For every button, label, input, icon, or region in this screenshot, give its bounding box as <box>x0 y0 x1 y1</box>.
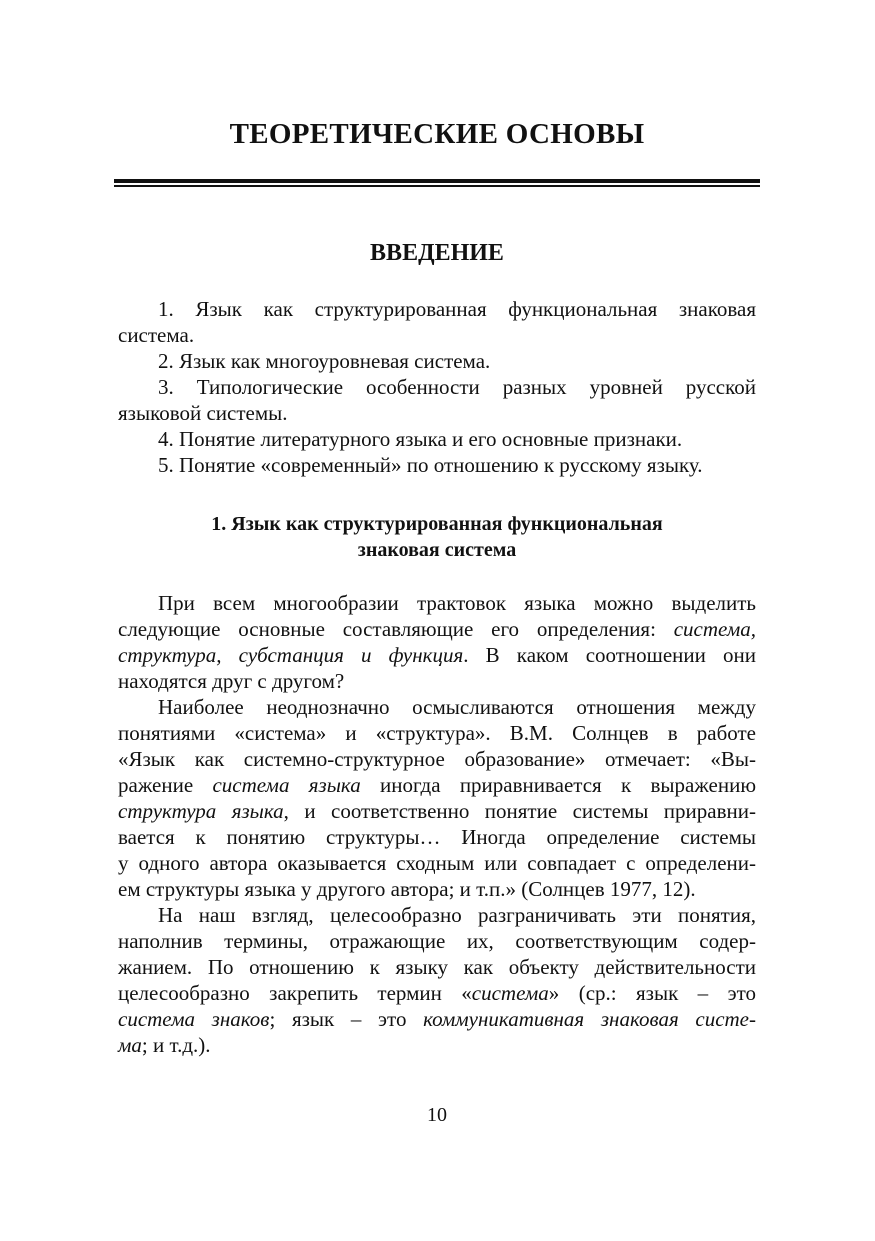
divider-thick-line <box>114 179 760 183</box>
plan-item-line: 5. Понятие «современный» по отношению к русскому языку. <box>158 453 703 477</box>
paragraph-1 <box>118 590 756 694</box>
italic-term: структура, субстанция и функция <box>118 643 464 667</box>
text-fragment: ; и т.д.). <box>141 1033 211 1057</box>
text-line <box>118 772 756 798</box>
introduction-title: ВВЕДЕНИЕ <box>370 240 504 266</box>
plan-item-line: языковой системы. <box>118 401 288 425</box>
section-title <box>118 511 756 563</box>
text-fragment: иногда приравнивается к выражению <box>360 773 757 797</box>
text-fragment: ражение <box>118 773 213 797</box>
plan-item-line: 3. Типологические особенности разных уровней русской <box>158 375 756 399</box>
page-number: 10 <box>427 1104 447 1126</box>
plan-item-line: система. <box>118 323 195 347</box>
text-line <box>118 980 756 1006</box>
plan-item-line: 2. Язык как многоуровневая система. <box>158 349 491 373</box>
italic-term: система <box>471 981 549 1005</box>
text-line: понятиями «система» и «структура». В.М. Солнцев в работе <box>118 721 756 745</box>
text-line: На наш взгляд, целесообразно разграничивать эти понятия, <box>158 903 756 927</box>
italic-term: ма <box>118 1033 142 1057</box>
plan-item-4 <box>118 426 756 452</box>
text-fragment: . В каком соотношении они <box>463 643 756 667</box>
divider-thin-line <box>114 185 760 187</box>
part-title: ТЕОРЕТИЧЕСКИЕ ОСНОВЫ <box>229 118 645 150</box>
plan-item-1 <box>118 296 756 348</box>
text-line: наполнив термины, отражающие их, соответствующим содер- <box>118 929 756 953</box>
body-text <box>118 590 756 1058</box>
text-line <box>118 1032 756 1058</box>
text-fragment: целесообразно закрепить термин « <box>118 981 472 1005</box>
text-line <box>118 616 756 642</box>
text-line: находятся друг с другом? <box>118 669 345 693</box>
italic-term: коммуникативная знаковая систе- <box>423 1007 756 1031</box>
text-fragment: следующие основные составляющие его определения: <box>118 617 674 641</box>
plan-item-3 <box>118 374 756 426</box>
text-fragment: ; язык – это <box>269 1007 424 1031</box>
paragraph-2 <box>118 694 756 902</box>
text-fragment: » (ср.: язык – это <box>548 981 756 1005</box>
text-line <box>118 642 756 668</box>
text-line: у одного автора оказывается сходным или совпадает с определени- <box>118 851 756 875</box>
plan-item-line: 1. Язык как структурированная функциональная знаковая <box>158 297 756 321</box>
plan-item-5 <box>118 452 756 478</box>
text-line: Наиболее неоднозначно осмысливаются отношения между <box>158 695 756 719</box>
section-title-line-2: знаковая система <box>357 539 517 561</box>
italic-term: система знаков <box>118 1007 270 1031</box>
text-line: вается к понятию структуры… Иногда определение системы <box>118 825 756 849</box>
text-line: ем структуры языка у другого автора; и т.п.» (Солнцев 1977, 12). <box>118 877 696 901</box>
text-line: жанием. По отношению к языку как объекту действительности <box>118 955 756 979</box>
title-divider <box>114 179 760 187</box>
paragraph-3 <box>118 902 756 1058</box>
text-fragment: , и соответственно понятие системы приравни- <box>283 799 756 823</box>
lecture-plan <box>118 296 756 478</box>
section-title-line-1: 1. Язык как структурированная функциональная <box>211 513 663 535</box>
plan-item-2 <box>118 348 756 374</box>
italic-term: система языка <box>212 773 361 797</box>
text-line: «Язык как системно-структурное образование» отмечает: «Вы- <box>118 747 756 771</box>
text-line <box>118 798 756 824</box>
text-line: При всем многообразии трактовок языка можно выделить <box>158 591 756 615</box>
plan-item-line: 4. Понятие литературного языка и его основные признаки. <box>158 427 683 451</box>
text-line <box>118 1006 756 1032</box>
italic-term: система, <box>673 617 756 641</box>
italic-term: структура языка <box>118 799 284 823</box>
